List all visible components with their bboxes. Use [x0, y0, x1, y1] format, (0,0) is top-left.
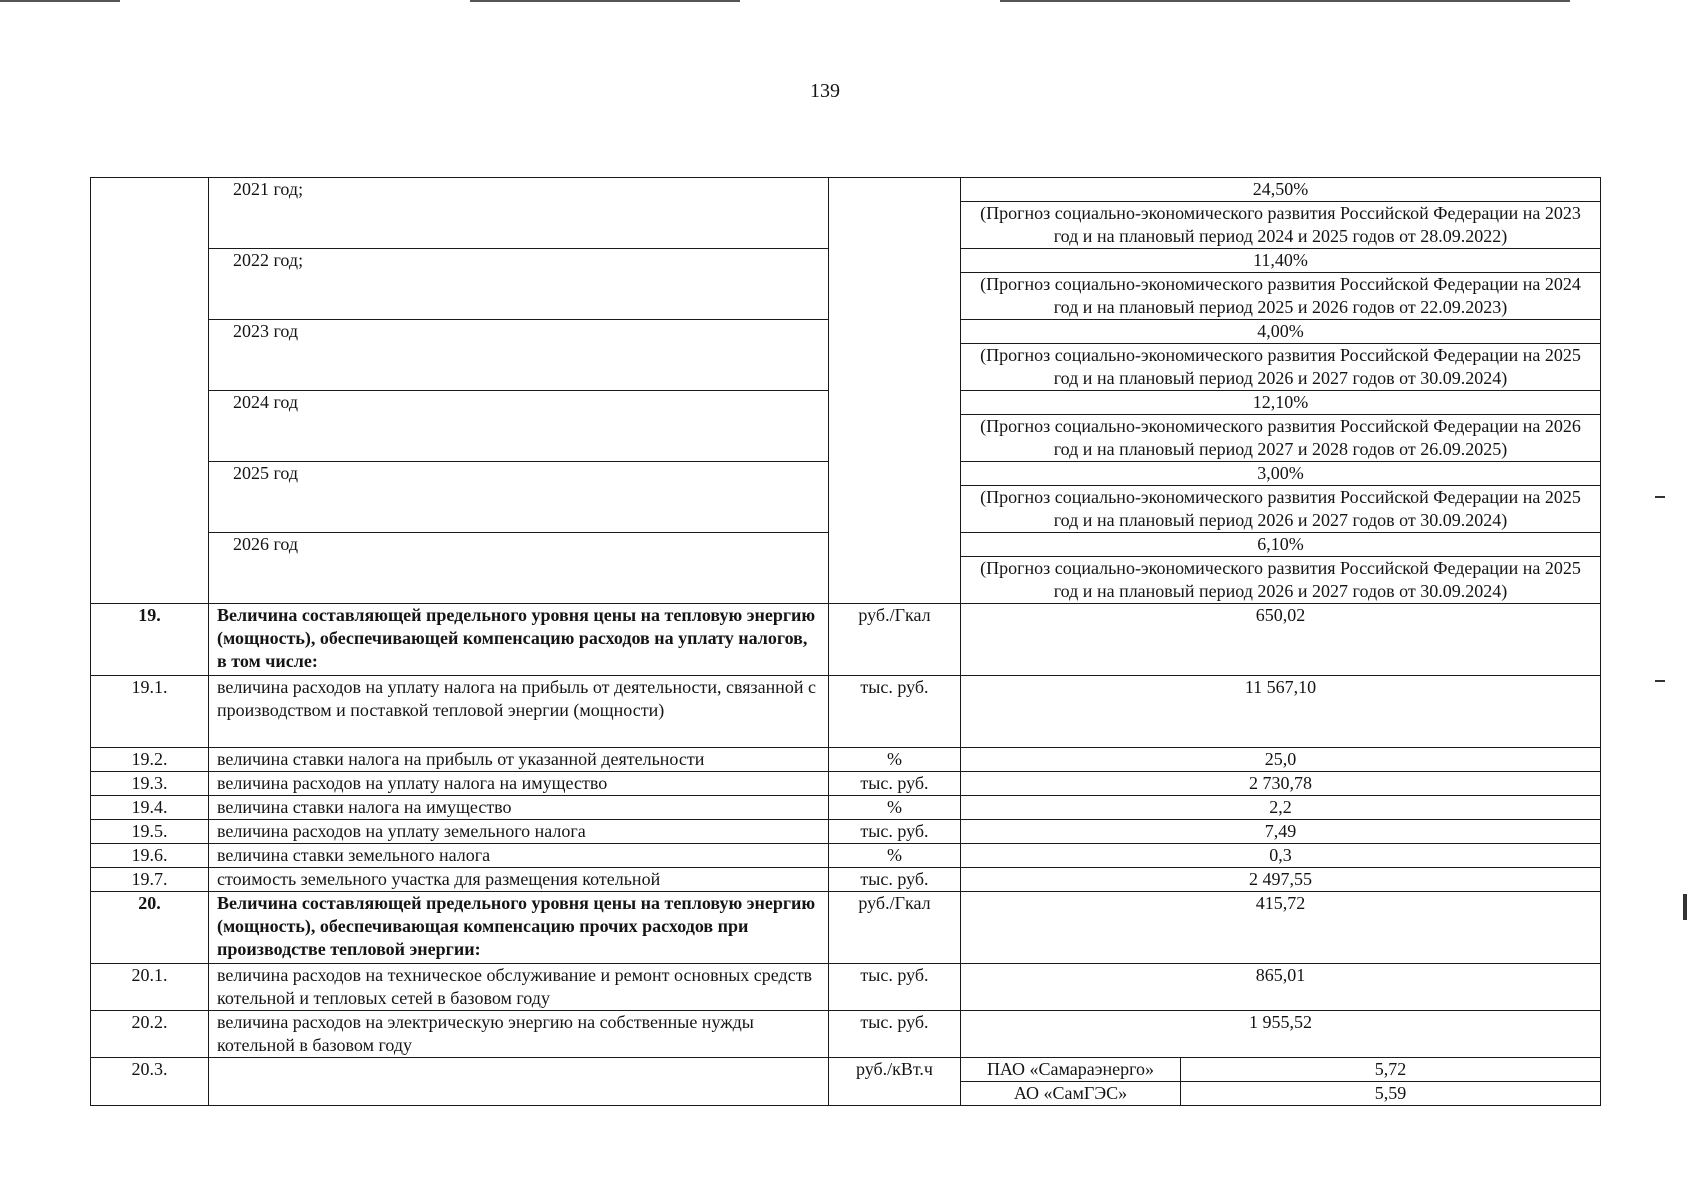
- row-name: Величина составляющей предельного уровня цены на тепловую энергию (мощность), обеспечивающей компенсацию расходов на уплату налогов, в том числе:: [209, 604, 829, 676]
- row-value: 7,49: [961, 820, 1601, 844]
- row-value: 2 497,55: [961, 868, 1601, 892]
- page-number: 139: [810, 80, 840, 102]
- year-label: 2022 год;: [209, 249, 829, 320]
- row-value: 2,2: [961, 796, 1601, 820]
- row-value: 0,3: [961, 844, 1601, 868]
- table-row: [91, 676, 1601, 748]
- table-row: [91, 772, 1601, 796]
- row-name-empty: [209, 1058, 829, 1106]
- scan-speck: [1683, 894, 1687, 920]
- scan-edge-line: [1000, 0, 1570, 2]
- table-row: [91, 820, 1601, 844]
- table-row: [91, 1058, 1601, 1082]
- row-value: 2 730,78: [961, 772, 1601, 796]
- row-unit: %: [829, 748, 961, 772]
- table-body: [91, 178, 1601, 1106]
- year-label: 2024 год: [209, 391, 829, 462]
- year-source: (Прогноз социально-экономического развития Российской Федерации на 2025 год и на плановый период 2026 и 2027 годов от 30.09.2024): [961, 486, 1601, 533]
- row-value: 25,0: [961, 748, 1601, 772]
- supplier-value: 5,72: [1181, 1058, 1601, 1082]
- row-unit: тыс. руб.: [829, 676, 961, 748]
- year-value: 24,50%: [961, 178, 1601, 202]
- scan-speck: [1655, 496, 1665, 498]
- row-unit: тыс. руб.: [829, 772, 961, 796]
- row-value: 865,01: [961, 964, 1601, 1011]
- year-label: 2021 год;: [209, 178, 829, 249]
- table-row: [91, 844, 1601, 868]
- table-row: [91, 868, 1601, 892]
- row-unit: тыс. руб.: [829, 1011, 961, 1058]
- table-row: [91, 964, 1601, 1011]
- year-value: 3,00%: [961, 462, 1601, 486]
- row-number: 19.5.: [91, 820, 209, 844]
- row-name: величина расходов на электрическую энергию на собственные нужды котельной в базовом году: [209, 1011, 829, 1058]
- table-row: [91, 796, 1601, 820]
- row-unit: тыс. руб.: [829, 868, 961, 892]
- table-row: [91, 178, 1601, 202]
- row-unit: руб./Гкал: [829, 604, 961, 676]
- row-value: 415,72: [961, 892, 1601, 964]
- year-source: (Прогноз социально-экономического развития Российской Федерации на 2025 год и на плановый период 2026 и 2027 годов от 30.09.2024): [961, 344, 1601, 391]
- row-unit: %: [829, 796, 961, 820]
- row-number: 20.1.: [91, 964, 209, 1011]
- row-name: стоимость земельного участка для размещения котельной: [209, 868, 829, 892]
- table-row: [91, 748, 1601, 772]
- row-name: величина ставки налога на прибыль от указанной деятельности: [209, 748, 829, 772]
- empty-number-cell: [91, 178, 209, 604]
- row-number: 19.7.: [91, 868, 209, 892]
- row-number: 19.6.: [91, 844, 209, 868]
- row-number: 20.: [91, 892, 209, 964]
- row-name: величина расходов на уплату земельного налога: [209, 820, 829, 844]
- table-row: [91, 1011, 1601, 1058]
- scan-edge-line: [470, 0, 740, 2]
- row-value: 650,02: [961, 604, 1601, 676]
- year-label: 2025 год: [209, 462, 829, 533]
- row-name: величина ставки налога на имущество: [209, 796, 829, 820]
- year-value: 4,00%: [961, 320, 1601, 344]
- row-name: величина расходов на уплату налога на имущество: [209, 772, 829, 796]
- row-name: величина расходов на уплату налога на прибыль от деятельности, связанной с производством и поставкой тепловой энергии (мощности): [209, 676, 829, 748]
- empty-unit-cell: [829, 178, 961, 604]
- row-name: величина ставки земельного налога: [209, 844, 829, 868]
- row-value: 1 955,52: [961, 1011, 1601, 1058]
- year-label: 2023 год: [209, 320, 829, 391]
- row-unit: тыс. руб.: [829, 964, 961, 1011]
- year-value: 12,10%: [961, 391, 1601, 415]
- row-number: 19.1.: [91, 676, 209, 748]
- row-unit: руб./кВт.ч: [829, 1058, 961, 1106]
- row-name: Величина составляющей предельного уровня цены на тепловую энергию (мощность), обеспечивающая компенсацию прочих расходов при производстве тепловой энергии:: [209, 892, 829, 964]
- table-row: [91, 892, 1601, 964]
- row-unit: руб./Гкал: [829, 892, 961, 964]
- table-row: [91, 604, 1601, 676]
- row-number: 20.2.: [91, 1011, 209, 1058]
- year-label: 2026 год: [209, 533, 829, 604]
- row-unit: %: [829, 844, 961, 868]
- year-source: (Прогноз социально-экономического развития Российской Федерации на 2025 год и на плановый период 2026 и 2027 годов от 30.09.2024): [961, 557, 1601, 604]
- row-number: 19.3.: [91, 772, 209, 796]
- scan-speck: [1655, 680, 1665, 682]
- supplier-value: 5,59: [1181, 1082, 1601, 1106]
- year-source: (Прогноз социально-экономического развития Российской Федерации на 2023 год и на плановый период 2024 и 2025 годов от 28.09.2022): [961, 202, 1601, 249]
- supplier-name: ПАО «Самараэнерго»: [961, 1058, 1181, 1082]
- row-number: 19.2.: [91, 748, 209, 772]
- row-number: 20.3.: [91, 1058, 209, 1106]
- year-source: (Прогноз социально-экономического развития Российской Федерации на 2024 год и на плановый период 2025 и 2026 годов от 22.09.2023): [961, 273, 1601, 320]
- row-unit: тыс. руб.: [829, 820, 961, 844]
- supplier-name: АО «СамГЭС»: [961, 1082, 1181, 1106]
- year-source: (Прогноз социально-экономического развития Российской Федерации на 2026 год и на плановый период 2027 и 2028 годов от 26.09.2025): [961, 415, 1601, 462]
- parameters-table: [90, 177, 1601, 1106]
- year-value: 6,10%: [961, 533, 1601, 557]
- row-number: 19.4.: [91, 796, 209, 820]
- year-value: 11,40%: [961, 249, 1601, 273]
- scan-edge-line: [0, 0, 120, 2]
- row-number: 19.: [91, 604, 209, 676]
- row-value: 11 567,10: [961, 676, 1601, 748]
- row-name: величина расходов на техническое обслуживание и ремонт основных средств котельной и тепловых сетей в базовом году: [209, 964, 829, 1011]
